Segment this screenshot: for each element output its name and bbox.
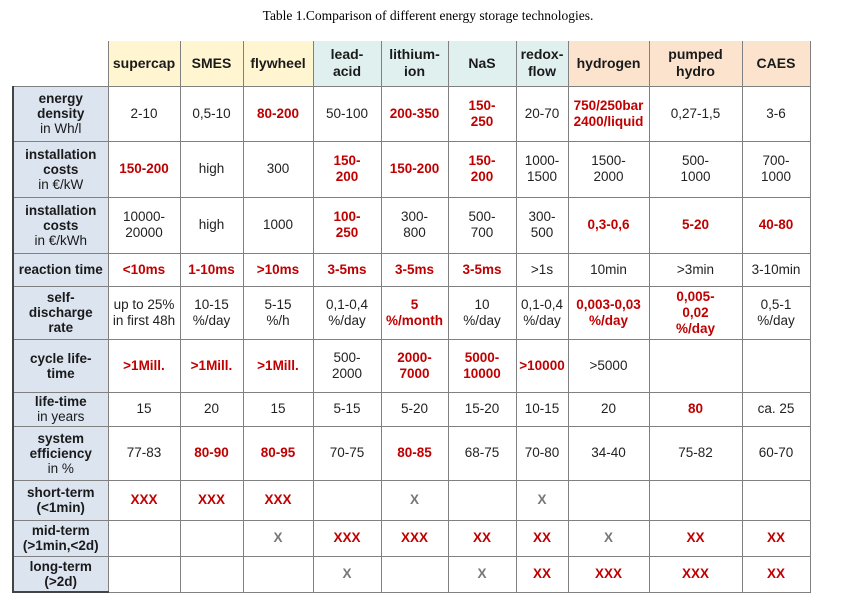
table-cell: XXX <box>108 480 180 520</box>
table-cell <box>313 480 381 520</box>
table-cell <box>649 480 742 520</box>
row-header-label: self- discharge rate <box>28 290 93 335</box>
column-header: redox-flow <box>516 41 568 86</box>
row-header-label: installation costs <box>25 146 97 177</box>
table-row <box>13 86 810 141</box>
table-cell: >1s <box>516 253 568 286</box>
row-header-unit: in years <box>37 409 85 424</box>
table-cell: X <box>448 556 516 592</box>
table-cell: 3-5ms <box>313 253 381 286</box>
table-cell: high <box>180 141 243 197</box>
table-cell: 1000 <box>243 197 313 253</box>
table-cell <box>180 556 243 592</box>
table-cell <box>742 480 810 520</box>
row-header <box>13 392 108 426</box>
table-cell <box>742 339 810 392</box>
row-header <box>13 520 108 556</box>
table-cell: 2000- 7000 <box>381 339 448 392</box>
table-cell: 150-200 <box>108 141 180 197</box>
table-cell: >5000 <box>568 339 649 392</box>
table-cell: up to 25% in first 48h <box>108 286 180 339</box>
table-cell: 70-80 <box>516 426 568 480</box>
table-cell: 80-90 <box>180 426 243 480</box>
table-cell: 77-83 <box>108 426 180 480</box>
table-cell: 3-5ms <box>381 253 448 286</box>
energy-storage-comparison-table <box>12 41 811 593</box>
table-cell: 15-20 <box>448 392 516 426</box>
table-cell <box>108 556 180 592</box>
table-cell: 80 <box>649 392 742 426</box>
table-cell: ca. 25 <box>742 392 810 426</box>
table-cell: XXX <box>649 556 742 592</box>
table-cell: XX <box>742 520 810 556</box>
table-cell: 5 %/month <box>381 286 448 339</box>
table-cell: X <box>243 520 313 556</box>
table-cell: 0,27-1,5 <box>649 86 742 141</box>
column-header: lithium- ion <box>381 41 448 86</box>
table-cell <box>649 339 742 392</box>
table-cell: 3-6 <box>742 86 810 141</box>
table-cell: XX <box>516 556 568 592</box>
row-header <box>13 141 108 197</box>
table-cell: XX <box>649 520 742 556</box>
table-cell: >1Mill. <box>108 339 180 392</box>
column-header: supercap <box>108 41 180 86</box>
table-cell: XXX <box>180 480 243 520</box>
table-row <box>13 141 810 197</box>
table-cell: 300- 500 <box>516 197 568 253</box>
table-cell: XXX <box>313 520 381 556</box>
table-cell: 1-10ms <box>180 253 243 286</box>
table-cell: 750/250bar 2400/liquid <box>568 86 649 141</box>
table-cell: 150- 200 <box>448 141 516 197</box>
table-row <box>13 520 810 556</box>
table-cell: 150- 200 <box>313 141 381 197</box>
table-cell: 80-95 <box>243 426 313 480</box>
table-cell: 80-200 <box>243 86 313 141</box>
corner-cell <box>13 41 108 86</box>
table-cell: <10ms <box>108 253 180 286</box>
table-cell: 0,3-0,6 <box>568 197 649 253</box>
table-row <box>13 197 810 253</box>
table-cell: 10000- 20000 <box>108 197 180 253</box>
table-cell: 68-75 <box>448 426 516 480</box>
table-cell: 50-100 <box>313 86 381 141</box>
table-cell: 5-20 <box>381 392 448 426</box>
row-header <box>13 253 108 286</box>
row-header <box>13 197 108 253</box>
table-cell: 500- 2000 <box>313 339 381 392</box>
row-header-label: cycle life- time <box>29 350 92 381</box>
table-cell: 10 %/day <box>448 286 516 339</box>
column-header: pumped hydro <box>649 41 742 86</box>
table-cell: 300 <box>243 141 313 197</box>
table-cell: 10-15 %/day <box>180 286 243 339</box>
table-row <box>13 556 810 592</box>
row-header-label: long-term (>2d) <box>29 558 92 589</box>
table-cell <box>243 556 313 592</box>
table-cell: >10ms <box>243 253 313 286</box>
table-cell: 500- 700 <box>448 197 516 253</box>
row-header-label: mid-term (>1min,<2d) <box>22 523 99 553</box>
table-cell: 300- 800 <box>381 197 448 253</box>
column-header: flywheel <box>243 41 313 86</box>
table-caption: Table 1.Comparison of different energy storage technologies. <box>262 8 594 23</box>
table-cell: 0,5-1 %/day <box>742 286 810 339</box>
table-cell: 0,005- 0,02 %/day <box>649 286 742 339</box>
table-cell: XX <box>742 556 810 592</box>
table-cell: XX <box>448 520 516 556</box>
row-header-label: installation costs <box>25 202 97 233</box>
table-cell: 5-15 <box>313 392 381 426</box>
table-cell: 200-350 <box>381 86 448 141</box>
column-header: CAES <box>742 41 810 86</box>
table-cell: XXX <box>381 520 448 556</box>
row-header-unit: in % <box>47 460 74 476</box>
header-row <box>13 41 810 86</box>
column-header: SMES <box>180 41 243 86</box>
table-cell: 0,5-10 <box>180 86 243 141</box>
table-cell: >3min <box>649 253 742 286</box>
table-cell <box>108 520 180 556</box>
table-cell: high <box>180 197 243 253</box>
row-header <box>13 286 108 339</box>
table-cell: 0,1-0,4 %/day <box>516 286 568 339</box>
table-cell <box>568 480 649 520</box>
row-header-label: system efficiency <box>29 430 92 461</box>
row-header-label: short-term (<1min) <box>26 485 95 515</box>
table-cell: >1Mill. <box>243 339 313 392</box>
table-cell: 1000- 1500 <box>516 141 568 197</box>
table-cell: 0,1-0,4 %/day <box>313 286 381 339</box>
table-cell: 150-200 <box>381 141 448 197</box>
table-cell: 1500- 2000 <box>568 141 649 197</box>
table-cell: 75-82 <box>649 426 742 480</box>
table-cell: XXX <box>568 556 649 592</box>
table-cell: 20 <box>568 392 649 426</box>
table-cell: X <box>516 480 568 520</box>
table-cell: >10000 <box>516 339 568 392</box>
table-row <box>13 426 810 480</box>
table-row <box>13 286 810 339</box>
table-cell: XX <box>516 520 568 556</box>
table-cell: 500- 1000 <box>649 141 742 197</box>
table-cell: XXX <box>243 480 313 520</box>
table-row <box>13 253 810 286</box>
column-header: lead- acid <box>313 41 381 86</box>
table-cell <box>180 520 243 556</box>
table-cell: X <box>313 556 381 592</box>
table-cell: 5000- 10000 <box>448 339 516 392</box>
row-header <box>13 339 108 392</box>
table-cell <box>381 556 448 592</box>
table-cell: 0,003-0,03 %/day <box>568 286 649 339</box>
table-cell: 60-70 <box>742 426 810 480</box>
row-header <box>13 480 108 520</box>
row-header <box>13 86 108 141</box>
row-header-label: life-time <box>34 394 87 409</box>
row-header-unit: in Wh/l <box>40 121 82 136</box>
column-header: NaS <box>448 41 516 86</box>
table-cell: 5-15 %/h <box>243 286 313 339</box>
table-cell: 3-5ms <box>448 253 516 286</box>
table-cell: 100- 250 <box>313 197 381 253</box>
table-cell: 3-10min <box>742 253 810 286</box>
table-cell: 70-75 <box>313 426 381 480</box>
table-row <box>13 392 810 426</box>
row-header <box>13 426 108 480</box>
table-cell: >1Mill. <box>180 339 243 392</box>
row-header-label: reaction time <box>18 262 103 277</box>
table-cell: 5-20 <box>649 197 742 253</box>
table-row <box>13 339 810 392</box>
table-cell: 34-40 <box>568 426 649 480</box>
table-cell: 80-85 <box>381 426 448 480</box>
table-cell: 40-80 <box>742 197 810 253</box>
table-cell: 15 <box>108 392 180 426</box>
table-cell: 150- 250 <box>448 86 516 141</box>
column-header: hydrogen <box>568 41 649 86</box>
table-cell: X <box>381 480 448 520</box>
table-cell: 10-15 <box>516 392 568 426</box>
table-cell: X <box>568 520 649 556</box>
row-header-unit: in €/kW <box>38 176 84 192</box>
table-cell: 20 <box>180 392 243 426</box>
table-cell <box>448 480 516 520</box>
row-header-unit: in €/kWh <box>34 232 88 248</box>
table-cell: 20-70 <box>516 86 568 141</box>
table-cell: 10min <box>568 253 649 286</box>
row-header <box>13 556 108 592</box>
table-row <box>13 480 810 520</box>
row-header-label: energy density <box>37 91 85 121</box>
table-cell: 2-10 <box>108 86 180 141</box>
table-cell: 700- 1000 <box>742 141 810 197</box>
table-cell: 15 <box>243 392 313 426</box>
